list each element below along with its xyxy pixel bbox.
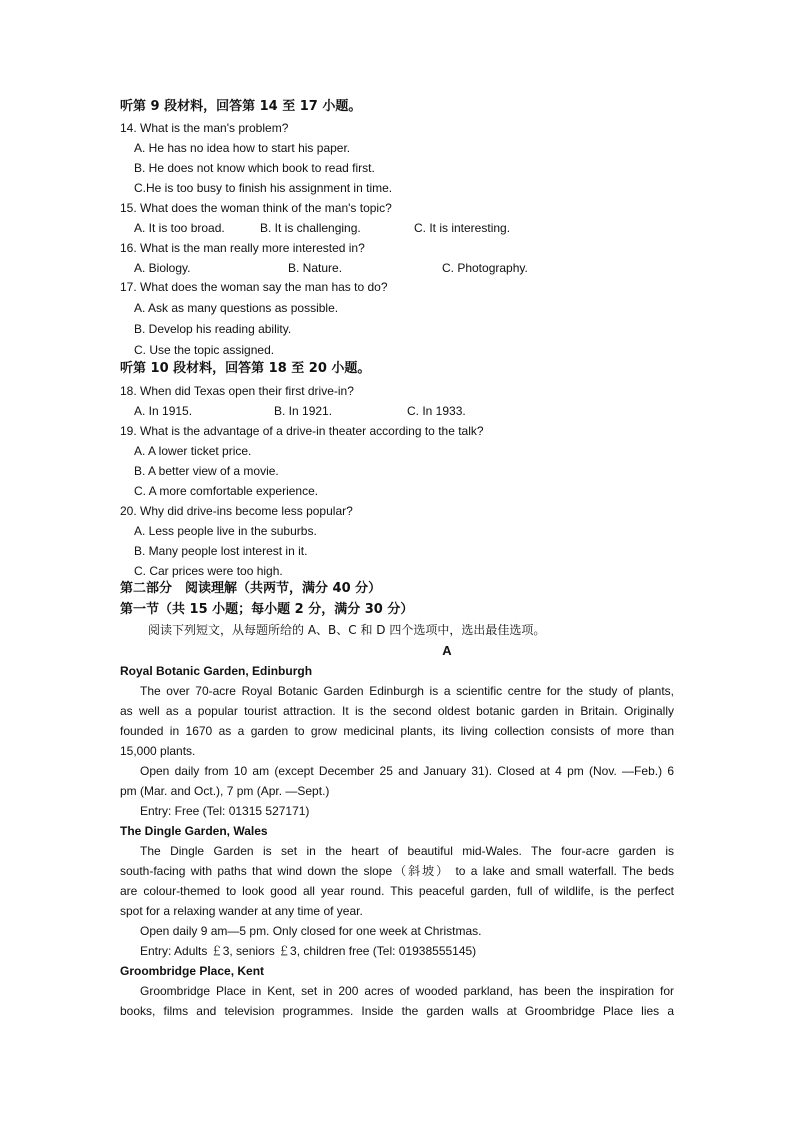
garden1-para1-line1: The over 70-acre Royal Botanic Garden Edinburgh is a scientific centre for the study of plants,: [140, 684, 674, 698]
q18-stem: 18. When did Texas open their first drive-in?: [120, 384, 354, 398]
garden2-para1-line1: The Dingle Garden is set in the heart of beautiful mid-Wales. The four-acre garden is: [140, 844, 674, 858]
q20-option-c: C. Car prices were too high.: [134, 564, 283, 578]
q17-option-c: C. Use the topic assigned.: [134, 343, 275, 357]
q18-option-c: C. In 1933.: [407, 404, 466, 418]
garden1-hours-line2: pm (Mar. and Oct.), 7 pm (Apr. —Sept.): [120, 784, 330, 798]
part2-section1-heading: 第一节（共 15 小题；每小题 2 分，满分 30 分）: [120, 602, 414, 617]
garden3-para1-line2: books, films and television programmes. Inside the garden walls at Groombridge Place lies a: [120, 1004, 674, 1018]
q18-option-b: B. In 1921.: [274, 404, 333, 418]
garden2-para1-line3: are colour-themed to look good all year round. This peaceful garden, full of wildlife, is the perfect: [120, 884, 674, 898]
section9-heading: 听第 9 段材料，回答第 14 至 17 小题。: [120, 99, 362, 114]
garden1-para1-line4: 15,000 plants.: [120, 744, 196, 758]
garden1-para1-line3: founded in 1670 as a garden to grow medicinal plants, its living collection consists of more than: [120, 724, 674, 738]
q16-option-a: A. Biology.: [134, 261, 191, 275]
section10-heading: 听第 10 段材料，回答第 18 至 20 小题。: [120, 361, 371, 376]
q16-option-c: C. Photography.: [442, 261, 528, 275]
q15-option-b: B. It is challenging.: [260, 221, 361, 235]
q14-stem: 14. What is the man's problem?: [120, 121, 289, 135]
garden2-hours: Open daily 9 am—5 pm. Only closed for one week at Christmas.: [140, 924, 482, 938]
passage-label: A: [442, 643, 452, 658]
q19-stem: 19. What is the advantage of a drive-in theater according to the talk?: [120, 424, 484, 438]
garden2-para1-line4: spot for a relaxing wander at any time of year.: [120, 904, 363, 918]
q17-option-a: A. Ask as many questions as possible.: [134, 301, 339, 315]
garden3-para1-line1: Groombridge Place in Kent, set in 200 acres of wooded parkland, has been the inspiration for: [140, 984, 674, 998]
q15-option-c: C. It is interesting.: [414, 221, 511, 235]
q14-option-c: C.He is too busy to finish his assignment in time.: [134, 181, 393, 195]
q18-option-a: A. In 1915.: [134, 404, 193, 418]
q17-option-b: B. Develop his reading ability.: [134, 322, 292, 336]
q19-option-c: C. A more comfortable experience.: [134, 484, 319, 498]
q16-option-b: B. Nature.: [288, 261, 343, 275]
q14-option-b: B. He does not know which book to read first.: [134, 161, 375, 175]
garden1-hours-line1: Open daily from 10 am (except December 25 and January 31). Closed at 4 pm (Nov. —Feb.) 6: [140, 764, 674, 778]
garden1-entry: Entry: Free (Tel: 01315 527171): [140, 804, 310, 818]
garden2-para1-line2: south-facing with paths that wind down the slope（斜坡） to a lake and small waterfall. The beds: [120, 864, 674, 878]
q20-option-b: B. Many people lost interest in it.: [134, 544, 308, 558]
q15-option-a: A. It is too broad.: [134, 221, 225, 235]
reading-instruction: 阅读下列短文，从每题所给的 A、B、C 和 D 四个选项中，选出最佳选项。: [148, 623, 546, 637]
garden3-title: Groombridge Place, Kent: [120, 964, 265, 978]
garden2-title: The Dingle Garden, Wales: [120, 824, 268, 838]
q17-stem: 17. What does the woman say the man has to do?: [120, 280, 388, 294]
garden1-para1-line2: as well as a popular tourist attraction. It is the second oldest botanic garden in Britain. Originally: [120, 704, 674, 718]
garden2-entry: Entry: Adults ￡3, seniors ￡3, children free (Tel: 01938555145): [140, 944, 477, 958]
q14-option-a: A. He has no idea how to start his paper.: [134, 141, 351, 155]
q19-option-a: A. A lower ticket price.: [134, 444, 252, 458]
q16-stem: 16. What is the man really more interested in?: [120, 241, 365, 255]
part2-heading: 第二部分 阅读理解（共两节，满分 40 分）: [120, 581, 382, 596]
garden1-title: Royal Botanic Garden, Edinburgh: [120, 664, 313, 678]
q20-stem: 20. Why did drive-ins become less popular?: [120, 504, 353, 518]
q19-option-b: B. A better view of a movie.: [134, 464, 279, 478]
q15-stem: 15. What does the woman think of the man's topic?: [120, 201, 392, 215]
q20-option-a: A. Less people live in the suburbs.: [134, 524, 317, 538]
